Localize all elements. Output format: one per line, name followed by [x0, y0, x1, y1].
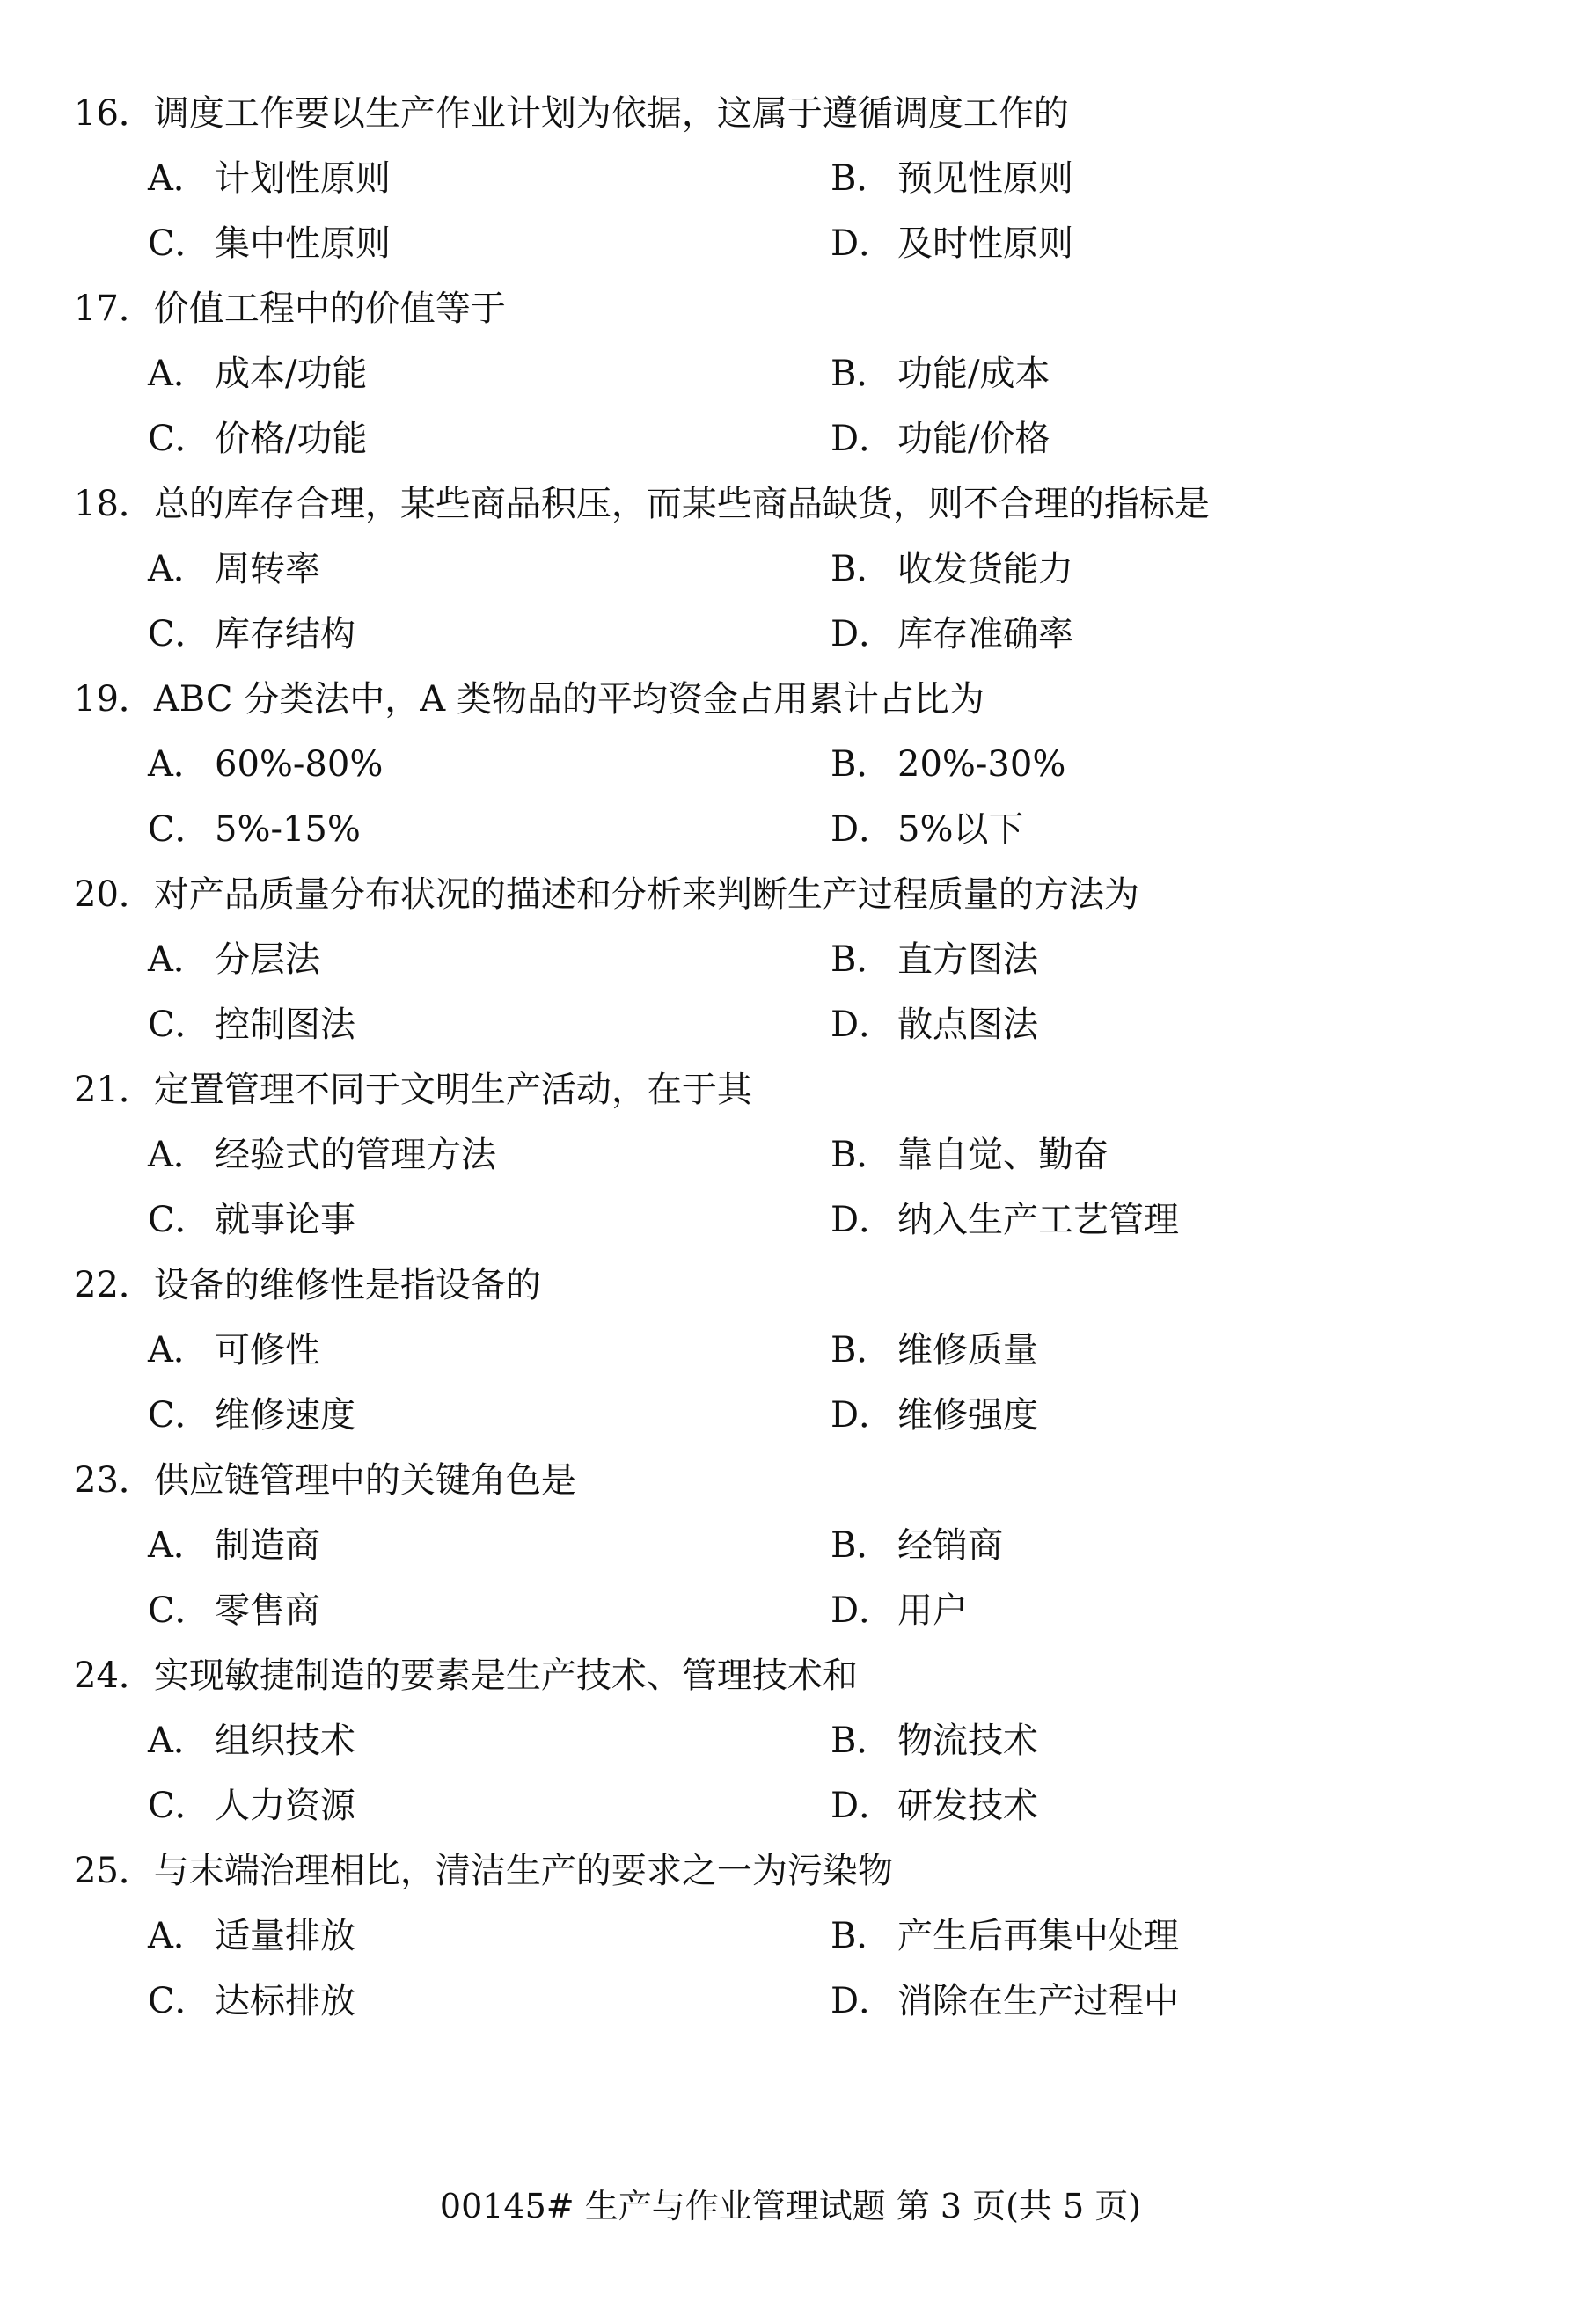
option-row: [74, 1188, 1517, 1253]
option-text: 经销商: [897, 1525, 1003, 1566]
option-text: 维修强度: [897, 1395, 1038, 1436]
option-text: 及时性原则: [897, 223, 1073, 264]
question-number: 17．: [74, 289, 154, 329]
option-text: 可修性: [215, 1330, 320, 1370]
option-text: 散点图法: [897, 1005, 1038, 1045]
question-23: [74, 1448, 1517, 1643]
option-text: 60%-80%: [215, 744, 384, 785]
option-letter: A．: [148, 1330, 209, 1370]
option-d: [831, 1773, 1464, 1838]
option-letter: A．: [148, 158, 209, 199]
option-letter: B．: [831, 1135, 892, 1175]
question-24: [74, 1643, 1517, 1838]
question-number: 25．: [74, 1851, 154, 1891]
option-row: [74, 1969, 1517, 2034]
option-letter: A．: [148, 1916, 209, 1956]
option-letter: D．: [831, 419, 895, 459]
question-stem: [74, 1838, 1517, 1904]
option-b: [831, 146, 1464, 211]
question-text: 设备的维修性是指设备的: [153, 1265, 541, 1305]
option-letter: D．: [831, 1981, 895, 2021]
option-row: [74, 1383, 1517, 1448]
option-text: 分层法: [215, 939, 320, 980]
option-text: 控制图法: [215, 1005, 355, 1045]
option-d: [831, 211, 1464, 276]
option-b: [831, 1708, 1464, 1773]
question-21: [74, 1057, 1517, 1253]
option-b: [831, 341, 1464, 406]
option-text: 5%-15%: [215, 809, 361, 850]
option-row: [74, 1513, 1517, 1578]
option-text: 制造商: [215, 1525, 320, 1566]
option-letter: D．: [831, 1200, 895, 1240]
option-row: [74, 1708, 1517, 1773]
option-d: [831, 1383, 1464, 1448]
option-letter: D．: [831, 1786, 895, 1826]
option-letter: B．: [831, 158, 892, 199]
option-letter: A．: [148, 1135, 209, 1175]
option-letter: D．: [831, 223, 895, 264]
option-row: [74, 1318, 1517, 1383]
question-19: [74, 667, 1517, 862]
option-text: 物流技术: [897, 1721, 1038, 1761]
option-a: [148, 341, 831, 406]
option-letter: B．: [831, 1721, 892, 1761]
option-letter: B．: [831, 354, 892, 394]
option-row: [74, 406, 1517, 471]
question-stem: [74, 81, 1517, 146]
option-text: 价格/功能: [215, 419, 368, 459]
option-text: 预见性原则: [897, 158, 1073, 199]
option-text: 维修质量: [897, 1330, 1038, 1370]
option-c: [148, 602, 831, 667]
option-letter: D．: [831, 1005, 895, 1045]
option-letter: C．: [148, 419, 210, 459]
option-letter: C．: [148, 223, 210, 264]
option-b: [831, 1318, 1464, 1383]
question-stem: [74, 1448, 1517, 1513]
question-number: 21．: [74, 1070, 154, 1110]
option-row: [74, 1578, 1517, 1643]
option-d: [831, 1188, 1464, 1253]
option-text: 收发货能力: [897, 549, 1073, 589]
option-a: [148, 1904, 831, 1969]
option-a: [148, 537, 831, 602]
option-letter: C．: [148, 1395, 210, 1436]
option-a: [148, 1122, 831, 1188]
question-number: 20．: [74, 874, 154, 915]
option-c: [148, 211, 831, 276]
option-b: [831, 732, 1464, 797]
question-text: 总的库存合理，某些商品积压，而某些商品缺货，则不合理的指标是: [153, 484, 1210, 524]
option-letter: B．: [831, 939, 892, 980]
option-text: 就事论事: [215, 1200, 355, 1240]
option-b: [831, 537, 1464, 602]
option-row: [74, 927, 1517, 992]
option-b: [831, 1513, 1464, 1578]
question-stem: [74, 1643, 1517, 1708]
question-text: 与末端治理相比，清洁生产的要求之一为污染物: [153, 1851, 893, 1891]
question-list: [74, 81, 1517, 2034]
option-letter: D．: [831, 1395, 895, 1436]
option-letter: A．: [148, 744, 209, 785]
question-stem: [74, 1057, 1517, 1122]
option-c: [148, 406, 831, 471]
option-row: [74, 732, 1517, 797]
option-a: [148, 1318, 831, 1383]
option-letter: B．: [831, 1525, 892, 1566]
option-text: 产生后再集中处理: [897, 1916, 1179, 1956]
option-row: [74, 797, 1517, 862]
option-row: [74, 602, 1517, 667]
option-a: [148, 1513, 831, 1578]
question-25: [74, 1838, 1517, 2034]
question-text: ABC 分类法中，A 类物品的平均资金占用累计占比为: [153, 679, 984, 720]
option-letter: C．: [148, 614, 210, 654]
option-row: [74, 341, 1517, 406]
option-text: 功能/成本: [897, 354, 1050, 394]
option-d: [831, 797, 1464, 862]
option-text: 集中性原则: [215, 223, 391, 264]
option-letter: A．: [148, 549, 209, 589]
question-text: 实现敏捷制造的要素是生产技术、管理技术和: [153, 1655, 858, 1696]
option-row: [74, 537, 1517, 602]
question-number: 23．: [74, 1460, 154, 1501]
option-a: [148, 1708, 831, 1773]
question-22: [74, 1253, 1517, 1448]
option-row: [74, 211, 1517, 276]
question-stem: [74, 1253, 1517, 1318]
option-letter: B．: [831, 1916, 892, 1956]
option-d: [831, 406, 1464, 471]
option-text: 靠自觉、勤奋: [897, 1135, 1109, 1175]
option-letter: C．: [148, 1786, 210, 1826]
option-letter: C．: [148, 1590, 210, 1631]
option-text: 人力资源: [215, 1786, 355, 1826]
option-c: [148, 1969, 831, 2034]
option-row: [74, 1773, 1517, 1838]
option-letter: C．: [148, 1981, 210, 2021]
option-a: [148, 146, 831, 211]
option-b: [831, 927, 1464, 992]
option-text: 研发技术: [897, 1786, 1038, 1826]
option-c: [148, 1383, 831, 1448]
option-row: [74, 992, 1517, 1057]
option-row: [74, 146, 1517, 211]
option-d: [831, 1969, 1464, 2034]
question-18: [74, 471, 1517, 667]
option-letter: B．: [831, 744, 892, 785]
option-a: [148, 927, 831, 992]
option-letter: C．: [148, 809, 210, 850]
question-text: 定置管理不同于文明生产活动，在于其: [153, 1070, 752, 1110]
option-text: 组织技术: [215, 1721, 355, 1761]
question-number: 19．: [74, 679, 154, 720]
option-text: 维修速度: [215, 1395, 355, 1436]
option-letter: A．: [148, 1721, 209, 1761]
option-text: 零售商: [215, 1590, 320, 1631]
option-text: 消除在生产过程中: [897, 1981, 1179, 2021]
question-text: 供应链管理中的关键角色是: [153, 1460, 576, 1501]
question-20: [74, 862, 1517, 1057]
option-d: [831, 1578, 1464, 1643]
option-letter: D．: [831, 1590, 895, 1631]
question-number: 22．: [74, 1265, 154, 1305]
option-text: 5%以下: [897, 809, 1024, 850]
option-letter: D．: [831, 614, 895, 654]
option-letter: B．: [831, 1330, 892, 1370]
option-c: [148, 1578, 831, 1643]
question-number: 16．: [74, 93, 154, 134]
option-letter: B．: [831, 549, 892, 589]
question-text: 调度工作要以生产作业计划为依据，这属于遵循调度工作的: [153, 93, 1069, 134]
option-text: 库存结构: [215, 614, 355, 654]
question-stem: [74, 667, 1517, 732]
option-a: [148, 732, 831, 797]
option-letter: A．: [148, 354, 209, 394]
option-d: [831, 602, 1464, 667]
option-text: 成本/功能: [215, 354, 368, 394]
question-number: 24．: [74, 1655, 154, 1696]
option-text: 纳入生产工艺管理: [897, 1200, 1179, 1240]
option-c: [148, 992, 831, 1057]
option-letter: C．: [148, 1005, 210, 1045]
option-text: 计划性原则: [215, 158, 391, 199]
option-c: [148, 797, 831, 862]
page-footer: 00145# 生产与作业管理试题 第 3 页(共 5 页): [439, 2187, 1142, 2225]
option-text: 直方图法: [897, 939, 1038, 980]
option-b: [831, 1904, 1464, 1969]
option-row: [74, 1904, 1517, 1969]
option-text: 适量排放: [215, 1916, 355, 1956]
question-number: 18．: [74, 484, 154, 524]
question-stem: [74, 862, 1517, 927]
option-text: 用户: [897, 1590, 968, 1631]
option-row: [74, 1122, 1517, 1188]
option-d: [831, 992, 1464, 1057]
question-stem: [74, 471, 1517, 537]
question-stem: [74, 276, 1517, 341]
option-c: [148, 1188, 831, 1253]
option-text: 周转率: [215, 549, 320, 589]
option-letter: D．: [831, 809, 895, 850]
question-16: [74, 81, 1517, 276]
option-letter: C．: [148, 1200, 210, 1240]
option-text: 功能/价格: [897, 419, 1050, 459]
option-c: [148, 1773, 831, 1838]
option-letter: A．: [148, 939, 209, 980]
question-text: 对产品质量分布状况的描述和分析来判断生产过程质量的方法为: [153, 874, 1139, 915]
option-text: 库存准确率: [897, 614, 1073, 654]
option-text: 20%-30%: [897, 744, 1066, 785]
option-letter: A．: [148, 1525, 209, 1566]
option-text: 经验式的管理方法: [215, 1135, 496, 1175]
question-17: [74, 276, 1517, 471]
question-text: 价值工程中的价值等于: [153, 289, 506, 329]
option-text: 达标排放: [215, 1981, 355, 2021]
option-b: [831, 1122, 1464, 1188]
